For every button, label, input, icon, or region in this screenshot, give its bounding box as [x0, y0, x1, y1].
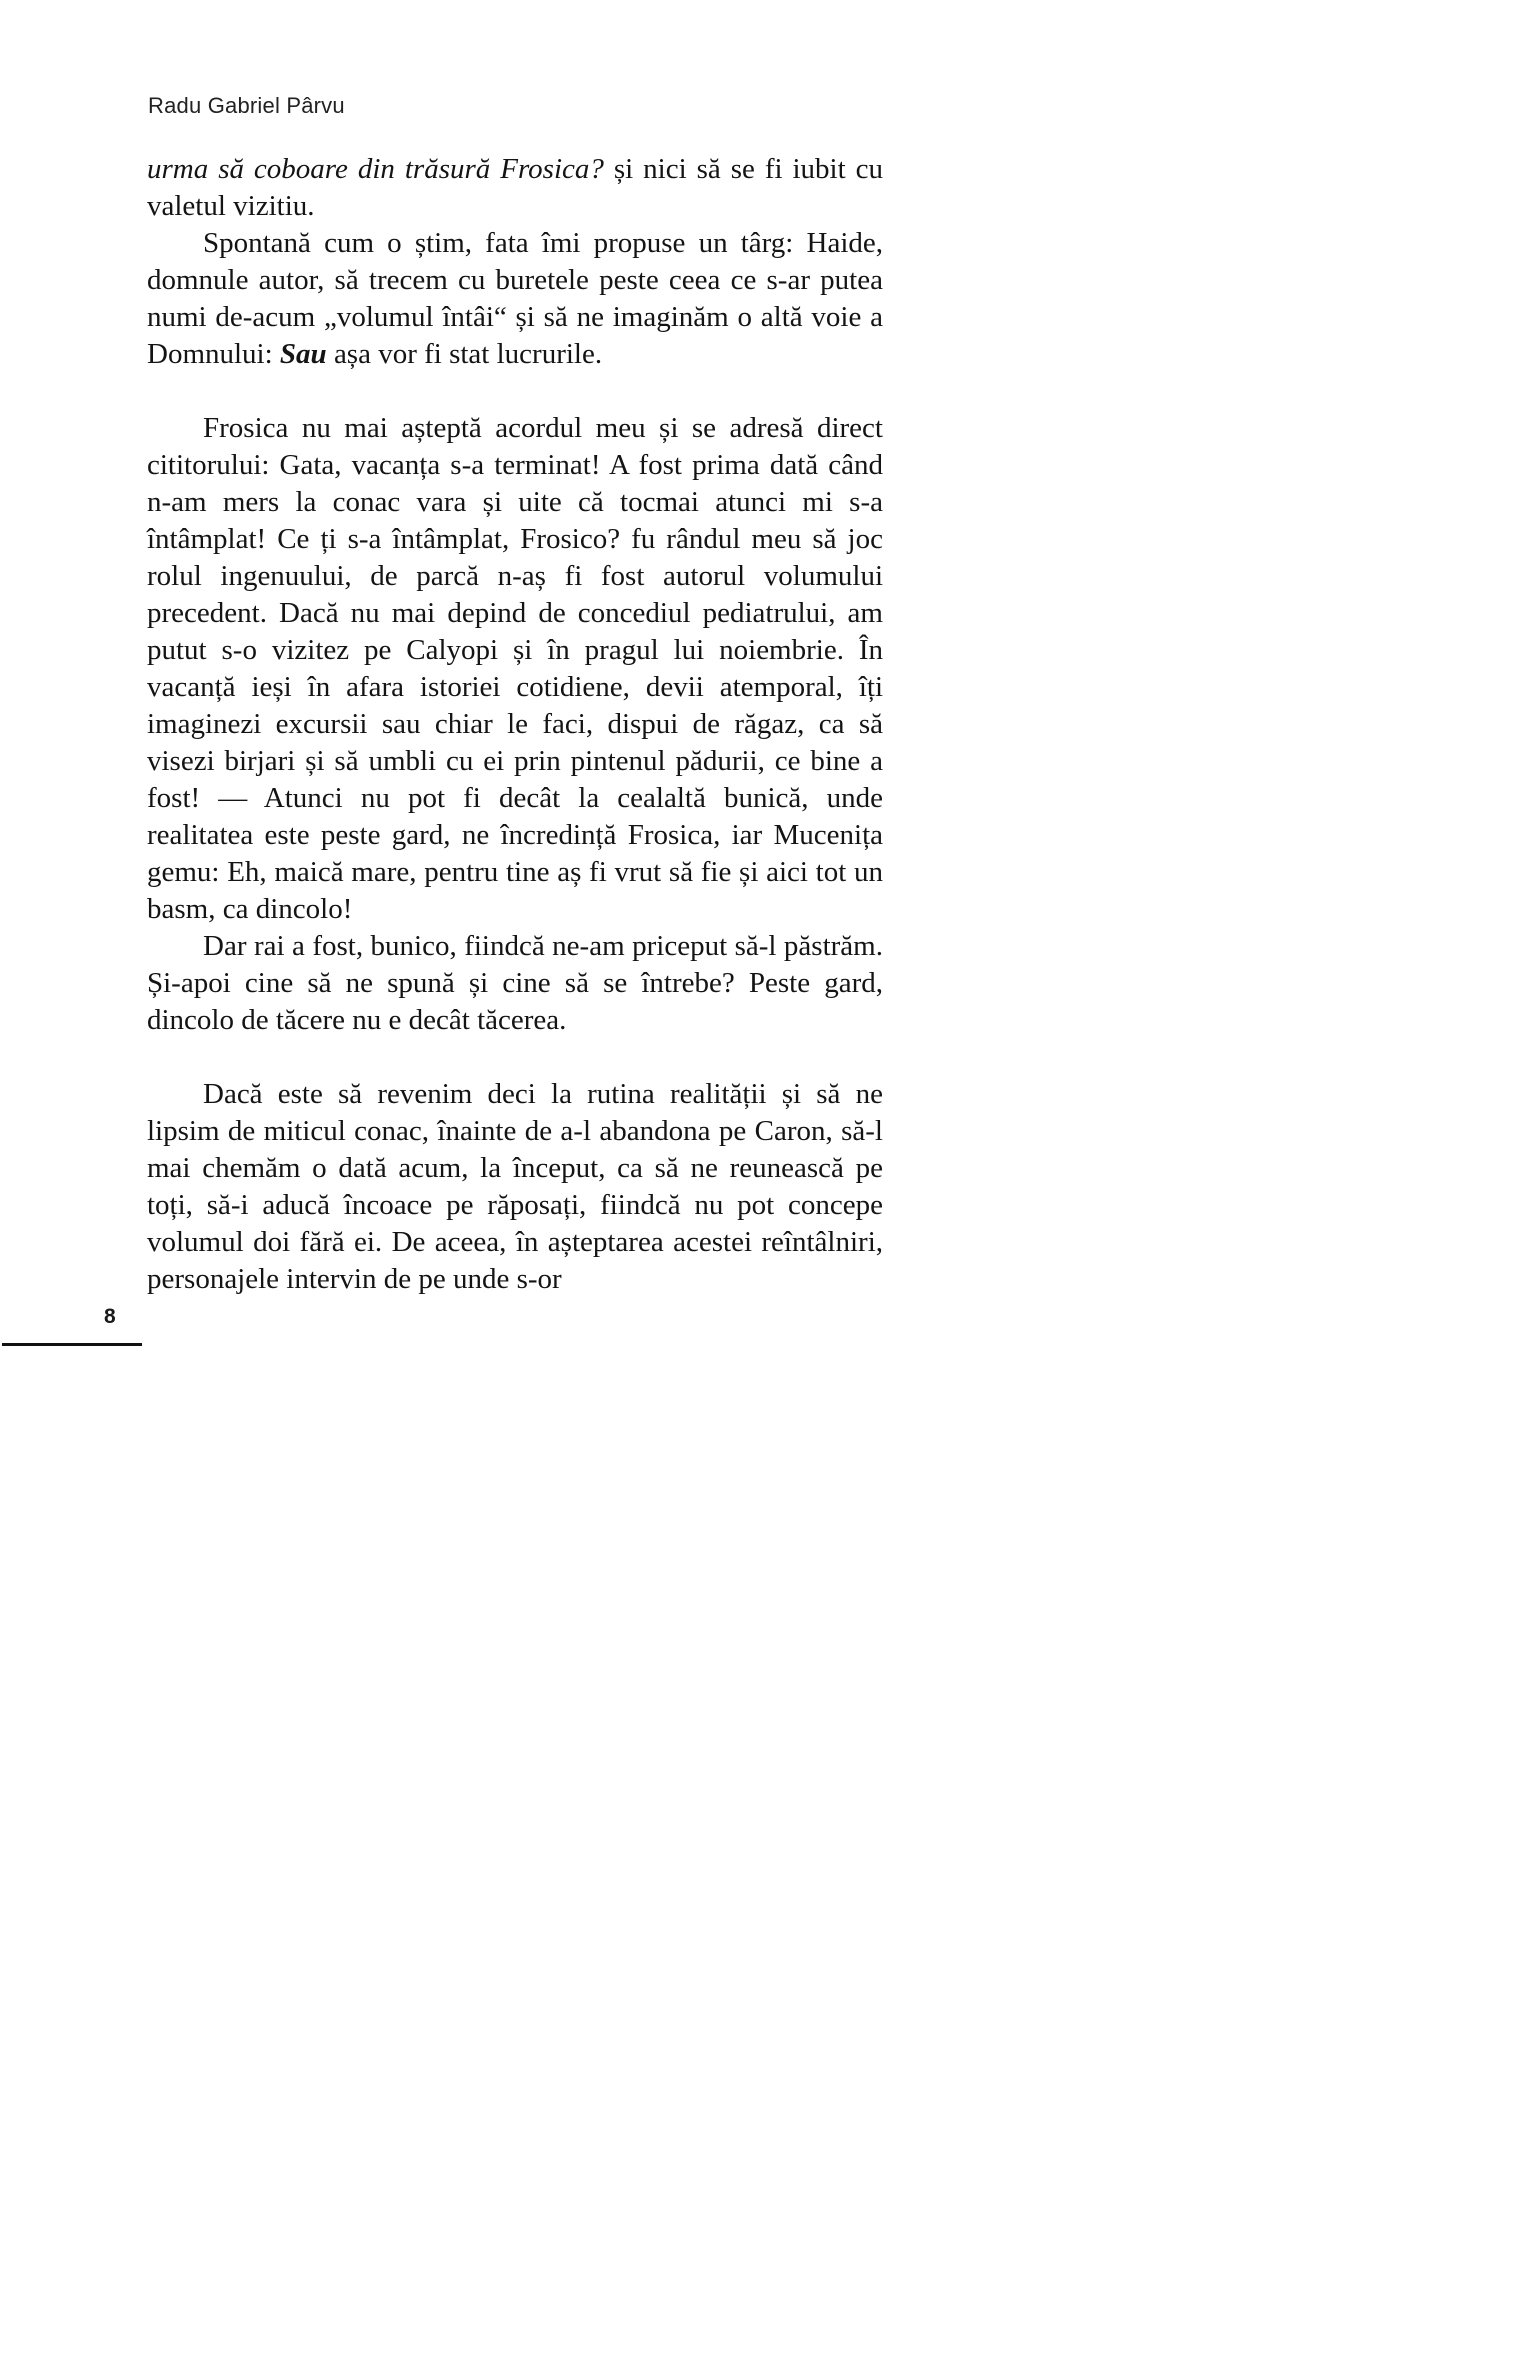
text-segment: Spontană cum o știm, fata îmi propuse un târg: Haide, domnule autor, să trecem cu buretele peste ceea ce s-ar putea numi de-acum „volumul întâi“ și să ne imaginăm o altă voie a Domnului: — [147, 227, 883, 370]
text-segment: Dar rai a fost, bunico, fiindcă ne-am priceput să-l păstrăm. Și-apoi cine să ne spună și cine să se întrebe? Peste gard, dincolo de tăcere nu e decât tăcerea. — [147, 930, 883, 1036]
text-block — [147, 151, 883, 1298]
paragraph — [147, 1076, 883, 1298]
paragraph — [147, 410, 883, 928]
text-segment: Sau — [279, 338, 327, 370]
footer-rule — [2, 1343, 142, 1346]
text-segment: Frosica nu mai așteptă acordul meu și se adresă direct cititorului: Gata, vacanța s-a terminat! A fost prima dată când n-am mers la conac vara și uite că tocmai atunci mi s-a întâmplat! Ce ți s-a întâmplat, Frosico? fu rândul meu să joc rolul ingenuului, de parcă n-aș fi fost autorul volumului precedent. Dacă nu mai depind de concediul pediatrului, am putut s-o vizitez pe Calyopi și în pragul lui noiembrie. În vacanță ieși în afara istoriei cotidiene, devii atemporal, îți imaginezi excursii sau chiar le faci, dispui de răgaz, ca să visezi birjari și să umbli cu ei prin pintenul pădurii, ce bine a fost! — Atunci nu pot fi decât la cealaltă bunică, unde realitatea este peste gard, ne încredință Frosica, iar Mucenița gemu: Eh, maică mare, pentru tine aș fi vrut să fie și aici tot un basm, ca dincolo! — [147, 412, 883, 925]
running-header-author: Radu Gabriel Pârvu — [148, 93, 345, 118]
page-number: 8 — [104, 1305, 116, 1328]
text-segment: Dacă este să revenim deci la rutina realității și să ne lipsim de miticul conac, înainte de a-l abandona pe Caron, să-l mai chemăm o dată acum, la început, ca să ne reunească pe toți, să-i aducă încoace pe răposați, fiindcă nu pot concepe volumul doi fără ei. De aceea, în așteptarea acestei reîntâlniri, personajele intervin de pe unde s-or — [147, 1078, 883, 1295]
text-segment: urma să coboare din trăsură Frosica? — [147, 153, 604, 185]
paragraph — [147, 151, 883, 225]
text-segment: și nici să se fi iubit cu valetul vizitiu. — [147, 153, 883, 222]
paragraph — [147, 225, 883, 373]
text-segment: așa vor fi stat lucrurile. — [326, 338, 603, 370]
paragraph — [147, 928, 883, 1039]
